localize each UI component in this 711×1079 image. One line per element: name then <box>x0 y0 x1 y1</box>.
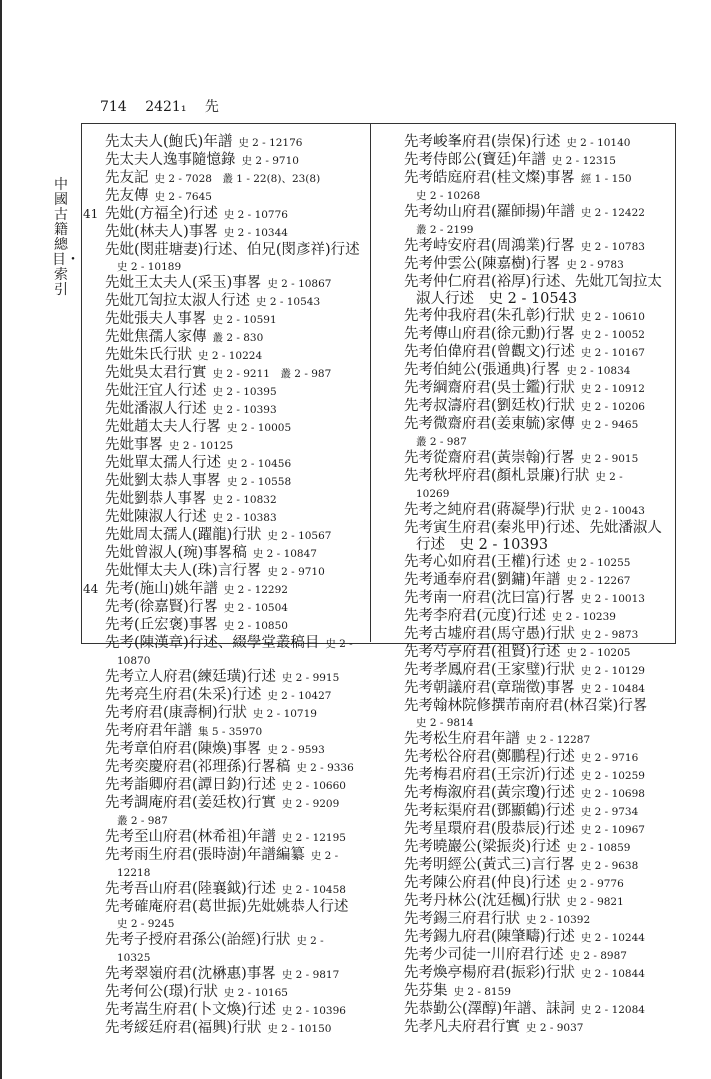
entry-title: 先考心如府君(王權)行述 <box>404 554 561 570</box>
entry-title: 先考南一府君(沈曰富)行畧 <box>404 590 575 606</box>
entry-reference: 史 2 - 10393 <box>212 404 277 416</box>
index-character: 先 <box>204 99 219 115</box>
index-entry <box>105 293 363 311</box>
entry-reference: 史 2 - 10140 <box>566 137 631 149</box>
entry-title: 先考章伯府君(陳煥)事畧 <box>105 741 262 757</box>
entry-title: 先考立人府君(練廷璜)行述 <box>105 669 276 685</box>
entry-reference: 史 2 - 9465 <box>580 419 639 431</box>
entry-title: 先妣吳太君行實 <box>105 365 207 381</box>
entry-reference: 史 2 - 10867 <box>267 278 332 290</box>
index-entry <box>404 731 666 749</box>
entry-reference: 史 2 - 12315 <box>551 155 616 167</box>
index-entry <box>105 687 363 705</box>
entry-reference: 史 2 - 10392 <box>526 914 591 926</box>
entry-title: 先太夫人逸事隨憶錄 <box>105 152 236 168</box>
entry-title: 先考錫三府君行狀 <box>404 911 520 927</box>
entry-reference: 史 2 - 10967 <box>580 824 645 836</box>
entry-reference: 史 2 - 10125 <box>169 440 234 452</box>
entry-reference-continuation: 10269 <box>416 488 450 500</box>
entry-title: 先考峻峯府君(崇保)行述 <box>404 134 561 150</box>
index-entry <box>404 767 666 785</box>
index-entry <box>105 491 363 509</box>
entry-title: 先友傳 <box>105 188 149 204</box>
entry-reference-continuation: 10870 <box>117 655 151 667</box>
running-header <box>100 96 233 116</box>
entry-reference: 史 2 - 10504 <box>223 602 288 614</box>
entry-reference: 史 2 - 10844 <box>580 968 645 980</box>
entry-title: 先考李府君(元度)行述 <box>404 608 546 624</box>
index-entry <box>404 608 666 626</box>
entry-reference: 史 2 - 10859 <box>566 842 631 854</box>
index-entry <box>404 520 666 554</box>
index-entry <box>83 206 363 224</box>
entry-title: 先妣張夫人事畧 <box>105 311 207 327</box>
entry-reference: 史 2 - 10558 <box>227 476 292 488</box>
entry-reference: 史 2 - 10344 <box>223 227 288 239</box>
entry-reference: 史 2 - 10043 <box>580 505 645 517</box>
entry-reference: 史 2 - 9821 <box>566 896 624 908</box>
index-entry <box>404 450 666 468</box>
entry-title: 先妣曾淑人(琬)事畧稿 <box>105 545 247 561</box>
index-entry <box>105 347 363 365</box>
index-entry <box>105 134 363 152</box>
entry-title: 先妣單太孺人行述 <box>105 455 221 471</box>
entry-reference: 史 2 - 12176 <box>238 137 303 149</box>
index-entry <box>404 749 666 767</box>
index-entry <box>105 1002 363 1020</box>
entry-title: 先太夫人(鮑氏)年譜 <box>105 134 233 150</box>
index-entry <box>404 1001 666 1019</box>
index-entry <box>404 839 666 857</box>
index-entry <box>404 911 666 929</box>
entry-reference: 史 2 - 10543 <box>256 296 321 308</box>
entry-reference-continuation: 12218 <box>117 867 151 879</box>
entry-title: 先考明經公(黃式三)言行畧 <box>404 857 575 873</box>
entry-title: 先考亮生府君(朱采)行述 <box>105 687 262 703</box>
index-entry <box>105 777 363 795</box>
entry-reference: 史 2 - 10205 <box>566 647 631 659</box>
entry-reference: 史 2 - 10610 <box>580 311 645 323</box>
entry-title: 先考翠嶺府君(沈楙惠)事畧 <box>105 966 276 982</box>
index-entry <box>404 965 666 983</box>
index-entry <box>404 416 666 450</box>
entry-reference: 史 2 - 9817 <box>281 969 340 981</box>
index-entry <box>105 311 363 329</box>
index-entry <box>404 398 666 416</box>
entry-reference: 史 2 - 12084 <box>580 1004 645 1016</box>
index-entry <box>404 152 666 170</box>
entry-title: 先考(丘宏褒)事畧 <box>105 617 218 633</box>
entry-title: 先考仲雲公(陳嘉樹)行畧 <box>404 256 561 272</box>
entry-title: 先妣周太孺人(躍龍)行狀 <box>105 527 262 543</box>
entry-title: 先妣陳淑人行述 <box>105 509 207 525</box>
entry-reference: 史 2 - <box>310 850 339 862</box>
entry-reference: 史 2 - 9783 <box>566 259 624 271</box>
entry-title: 先妣惲太夫人(珠)言行畧 <box>105 563 262 579</box>
entry-title: 先考調庵府君(姜廷枚)行實 <box>105 795 276 811</box>
entry-title: 先考微齋府君(姜東毓)家傳 <box>404 416 575 432</box>
index-entry <box>105 723 363 741</box>
entry-reference: 史 2 - 10005 <box>227 422 292 434</box>
index-entry <box>404 626 666 644</box>
index-entry <box>105 759 363 777</box>
entry-reference-continuation: 叢 2 - 987 <box>416 436 467 448</box>
index-entry <box>404 857 666 875</box>
entry-title: 先恭勤公(澤醇)年譜、誄詞 <box>404 1001 575 1017</box>
index-entry <box>105 899 363 932</box>
entry-title: 先妣焦孺人家傳 <box>105 329 207 345</box>
page-number: 714 <box>100 99 127 115</box>
entry-title: 先考雨生府君(張時澍)年譜編纂 <box>105 847 305 863</box>
entry-title: 先考古墟府君(馬守愚)行狀 <box>404 626 575 642</box>
entry-title-continuation: 行述 史 2 - 10393 <box>416 537 549 553</box>
entry-reference-continuation: 叢 2 - 2199 <box>416 224 474 236</box>
entry-title: 先考之純府君(蔣凝學)行狀 <box>404 502 575 518</box>
entry-reference: 史 2 - 9015 <box>580 453 639 465</box>
entry-title: 先考幼山府君(羅師揚)年譜 <box>404 204 575 220</box>
entry-title: 先考峙安府君(周鴻業)行畧 <box>404 238 575 254</box>
entry-title: 先友記 <box>105 170 149 186</box>
entry-title: 先考至山府君(林希祖)年譜 <box>105 829 276 845</box>
left-column <box>83 134 363 1038</box>
entry-title: 先考伯純公(張通典)行畧 <box>404 362 561 378</box>
stroke-group-number: 41 <box>83 207 99 221</box>
index-entry <box>105 224 363 242</box>
entry-reference: 史 2 - 9638 <box>580 860 639 872</box>
entry-title: 先妣潘淑人行述 <box>105 401 207 417</box>
index-entry <box>404 893 666 911</box>
entry-reference: 史 2 - 12292 <box>223 584 288 596</box>
entry-reference-continuation: 史 2 - 9245 <box>117 918 175 930</box>
index-entry <box>404 572 666 590</box>
entry-reference: 史 2 - 10255 <box>566 557 631 569</box>
index-entry <box>404 698 666 731</box>
entry-reference: 史 2 - 10396 <box>281 1005 346 1017</box>
index-entry <box>105 152 363 170</box>
entry-title: 先妣(方福全)行述 <box>105 206 218 222</box>
entry-title: 先孝凡夫府君行實 <box>404 1019 520 1035</box>
index-entry <box>404 380 666 398</box>
index-entry <box>105 170 363 188</box>
entry-reference: 史 2 - 10567 <box>267 530 332 542</box>
entry-title: 先考秋坪府君(顏札景廉)行狀 <box>404 468 590 484</box>
entry-title: 先考松生府君年譜 <box>404 731 520 747</box>
entry-title: 先考陳公府君(仲良)行述 <box>404 875 561 891</box>
index-entry <box>105 545 363 563</box>
entry-reference: 史 2 - 9734 <box>580 806 639 818</box>
index-entry <box>404 502 666 520</box>
entry-title: 先考朝議府君(章瑞徵)事畧 <box>404 680 575 696</box>
entry-title: 先考松谷府君(鄭鵬程)行述 <box>404 749 575 765</box>
page-binding-edge <box>0 0 2 1079</box>
index-entry <box>404 821 666 839</box>
index-entry <box>404 326 666 344</box>
entry-title: 先考伯偉府君(曾觀文)行述 <box>404 344 575 360</box>
entry-reference-continuation: 10325 <box>117 952 151 964</box>
entry-title: 先考通奉府君(劉鏞)年譜 <box>404 572 561 588</box>
entry-reference: 史 2 - 10395 <box>212 386 277 398</box>
index-entry <box>105 275 363 293</box>
entry-reference: 經 1 - 150 <box>580 173 632 185</box>
entry-title: 先考從齋府君(黃崇翰)行畧 <box>404 450 575 466</box>
entry-reference: 史 2 - 9710 <box>241 155 299 167</box>
entry-title: 先芬集 <box>404 983 448 999</box>
index-entry <box>105 473 363 491</box>
index-entry <box>105 509 363 527</box>
index-entry <box>404 644 666 662</box>
index-entry <box>105 383 363 401</box>
entry-reference: 史 2 - 10427 <box>267 690 332 702</box>
entry-reference: 史 2 - 9873 <box>580 629 639 641</box>
entry-reference: 史 2 - 12422 <box>580 207 645 219</box>
entry-title: 先考子授府君孫公(詒經)行狀 <box>105 932 291 948</box>
entry-reference: 史 2 - 12287 <box>526 734 591 746</box>
entry-title: 先考綏廷府君(福興)行狀 <box>105 1020 262 1036</box>
entry-reference: 史 2 - 10458 <box>281 884 346 896</box>
index-entry <box>105 599 363 617</box>
entry-title: 先妣劉恭人事畧 <box>105 491 207 507</box>
entry-title: 先妣劉太恭人事畧 <box>105 473 221 489</box>
index-entry <box>105 401 363 419</box>
index-entry <box>105 847 363 881</box>
index-entry <box>105 455 363 473</box>
index-entry <box>404 803 666 821</box>
index-entry <box>404 256 666 274</box>
index-entry <box>404 204 666 238</box>
entry-reference: 史 2 - 10591 <box>212 314 277 326</box>
entry-title: 先考仲我府君(朱孔彰)行狀 <box>404 308 575 324</box>
entry-reference: 史 2 - 10259 <box>580 770 645 782</box>
entry-reference: 史 2 - 7645 <box>154 191 212 203</box>
index-entry <box>105 669 363 687</box>
entry-reference: 史 2 - 10484 <box>580 683 645 695</box>
index-entry <box>105 242 363 275</box>
entry-title: 先考耘渠府君(鄧顯鶴)行述 <box>404 803 575 819</box>
entry-title: 先考傳山府君(徐元勳)行畧 <box>404 326 575 342</box>
entry-reference: 史 2 - 10167 <box>580 347 645 359</box>
entry-reference: 史 2 - 10052 <box>580 329 645 341</box>
entry-title: 先考綱齋府君(吳士鑑)行狀 <box>404 380 575 396</box>
entry-reference: 史 2 - 10165 <box>223 987 288 999</box>
entry-reference-continuation: 史 2 - 10189 <box>117 261 182 273</box>
entry-reference: 史 2 - 10719 <box>252 708 317 720</box>
entry-reference: 史 2 - 10150 <box>267 1023 332 1035</box>
entry-reference-continuation: 叢 2 - 987 <box>117 815 168 827</box>
index-entry <box>404 947 666 965</box>
entry-reference: 史 2 - 7028 叢 1 - 22(8)、23(8) <box>154 173 321 185</box>
index-entry <box>105 932 363 966</box>
entry-reference: 史 2 - 12267 <box>566 575 631 587</box>
entry-title: 先考煥亭楊府君(振彩)行狀 <box>404 965 575 981</box>
entry-reference: 史 2 - 10912 <box>580 383 645 395</box>
entry-reference: 史 2 - 8159 <box>453 986 511 998</box>
entry-reference: 史 2 - <box>325 638 353 650</box>
entry-title: 先考侍郎公(寶廷)年譜 <box>404 152 546 168</box>
entry-title: 先考(施山)姚年譜 <box>105 581 218 597</box>
index-entry <box>105 984 363 1002</box>
index-entry <box>105 563 363 581</box>
entry-title: 先妣事畧 <box>105 437 163 453</box>
index-entry <box>404 344 666 362</box>
entry-title: 先考梅溆府君(黃宗瓊)行述 <box>404 785 575 801</box>
entry-title: 先考何公(璟)行狀 <box>105 984 218 1000</box>
entry-title: 先妣(閔莊塘妻)行述、伯兄(閔彥祥)行述 <box>105 242 360 258</box>
index-entry <box>404 238 666 256</box>
index-entry <box>105 1020 363 1038</box>
index-entry <box>105 617 363 635</box>
index-entry <box>404 680 666 698</box>
entry-reference: 史 2 - 10660 <box>281 780 346 792</box>
index-entry <box>404 554 666 572</box>
index-entry <box>404 170 666 204</box>
entry-title: 先妣趙太夫人行畧 <box>105 419 221 435</box>
entry-reference: 史 2 - 9211 叢 2 - 987 <box>212 368 332 380</box>
index-entry <box>105 829 363 847</box>
entry-reference: 叢 2 - 830 <box>212 332 264 344</box>
index-entry <box>404 362 666 380</box>
entry-title: 先考府君(康壽桐)行狀 <box>105 705 247 721</box>
entry-reference-continuation: 史 2 - 9814 <box>416 717 474 729</box>
entry-title: 先考皓庭府君(桂文燦)事畧 <box>404 170 575 186</box>
index-entry <box>105 795 363 829</box>
entry-title: 先考錫九府君(陳肇疇)行述 <box>404 929 575 945</box>
stroke-group-number: 44 <box>83 582 99 596</box>
entry-reference: 史 2 - 10783 <box>580 241 645 253</box>
index-entry <box>404 274 666 308</box>
index-entry <box>105 527 363 545</box>
entry-title: 先考芍亭府君(祖賢)行述 <box>404 644 561 660</box>
entry-reference: 史 2 - 9336 <box>296 762 354 774</box>
entry-title: 先考奕慶府君(祁理孫)行畧稿 <box>105 759 291 775</box>
entry-reference: 史 2 - 10129 <box>580 665 645 677</box>
entry-reference: 史 2 - 10850 <box>223 620 288 632</box>
entry-title-continuation: 淑人行述 史 2 - 10543 <box>416 291 578 307</box>
entry-title: 先考詣卿府君(譚日鈞)行述 <box>105 777 276 793</box>
index-entry <box>404 468 666 502</box>
entry-reference: 史 2 - 10206 <box>580 401 645 413</box>
entry-reference: 集 5 - 35970 <box>198 726 263 738</box>
index-code: 2421₁ <box>145 99 187 115</box>
index-entry <box>404 1019 666 1037</box>
entry-title: 先考叔濤府君(劉廷枚)行狀 <box>404 398 575 414</box>
index-entry <box>105 437 363 455</box>
index-entry <box>105 365 363 383</box>
entry-reference: 史 2 - <box>595 471 623 483</box>
entry-title: 先考翰林院修撰芾南府君(林召棠)行畧 <box>404 698 648 714</box>
entry-reference: 史 2 - 10776 <box>223 209 288 221</box>
index-entry <box>105 188 363 206</box>
side-title: 中國古籍總目・索引 <box>52 177 80 298</box>
index-entry <box>404 590 666 608</box>
entry-title: 先考星環府君(殷恭辰)行述 <box>404 821 575 837</box>
column-divider <box>370 123 371 642</box>
entry-title: 先考寅生府君(秦兆甲)行述、先妣潘淑人 <box>404 520 662 536</box>
index-entry <box>105 635 363 669</box>
entry-reference: 史 2 - 9776 <box>566 878 624 890</box>
entry-reference: 史 2 - 9593 <box>267 744 325 756</box>
entry-title: 先考確庵府君(葛世振)先妣姚恭人行述 <box>105 899 349 915</box>
entry-reference: 史 2 - 10847 <box>252 548 317 560</box>
index-entry <box>404 875 666 893</box>
entry-reference: 史 2 - 12195 <box>281 832 346 844</box>
entry-reference: 史 2 - 9209 <box>281 798 340 810</box>
index-entry <box>105 705 363 723</box>
entry-title: 先考少司徒一川府君行述 <box>404 947 564 963</box>
entry-reference: 史 2 - 10383 <box>212 512 277 524</box>
entry-reference: 史 2 - 8987 <box>569 950 627 962</box>
entry-reference: 史 2 - 10224 <box>198 350 263 362</box>
entry-reference: 史 2 - 10832 <box>212 494 277 506</box>
index-entry <box>105 741 363 759</box>
entry-title: 先考孝鳳府君(王家璧)行狀 <box>404 662 575 678</box>
index-entry <box>404 983 666 1001</box>
entry-title: 先妣(林夫人)事畧 <box>105 224 218 240</box>
entry-title: 先妣王太夫人(采玉)事畧 <box>105 275 262 291</box>
right-column <box>404 134 666 1037</box>
entry-reference: 史 2 - 10244 <box>580 932 645 944</box>
index-entry <box>404 308 666 326</box>
index-entry <box>83 581 363 599</box>
entry-title: 先考梅君府君(王宗沂)行述 <box>404 767 575 783</box>
entry-reference: 史 2 - 10456 <box>227 458 292 470</box>
index-entry <box>404 134 666 152</box>
entry-reference: 史 2 - 10834 <box>566 365 631 377</box>
index-entry <box>105 881 363 899</box>
entry-title: 先妣兀訇拉太淑人行述 <box>105 293 250 309</box>
entry-title: 先考丹林公(沈廷楓)行狀 <box>404 893 561 909</box>
entry-reference: 史 2 - 10013 <box>580 593 645 605</box>
entry-title: 先考嵩生府君(卜文煥)行述 <box>105 1002 276 1018</box>
entry-reference: 史 2 - 9915 <box>281 672 340 684</box>
entry-title: 先考仲仁府君(裕厚)行述、先妣兀訇拉太 <box>404 274 662 290</box>
entry-reference: 史 2 - <box>296 935 324 947</box>
entry-reference-continuation: 史 2 - 10268 <box>416 190 481 202</box>
entry-title: 先妣朱氏行狀 <box>105 347 192 363</box>
entry-reference: 史 2 - 9710 <box>267 566 325 578</box>
entry-title: 先考(陳漢章)行述、綴學堂叢稿目 <box>105 635 320 651</box>
index-entry <box>105 329 363 347</box>
entry-title: 先考(徐嘉賢)行畧 <box>105 599 218 615</box>
index-entry <box>105 419 363 437</box>
entry-title: 先考吾山府君(陸襄鉞)行述 <box>105 881 276 897</box>
entry-reference: 史 2 - 10698 <box>580 788 645 800</box>
entry-reference: 史 2 - 9716 <box>580 752 639 764</box>
index-entry <box>404 929 666 947</box>
entry-reference: 史 2 - 9037 <box>526 1022 584 1034</box>
index-entry <box>105 966 363 984</box>
entry-title: 先考曉巖公(梁振炎)行述 <box>404 839 561 855</box>
entry-title: 先妣汪宜人行述 <box>105 383 207 399</box>
entry-title: 先考府君年譜 <box>105 723 192 739</box>
index-entry <box>404 785 666 803</box>
index-entry <box>404 662 666 680</box>
entry-reference: 史 2 - 10239 <box>551 611 616 623</box>
